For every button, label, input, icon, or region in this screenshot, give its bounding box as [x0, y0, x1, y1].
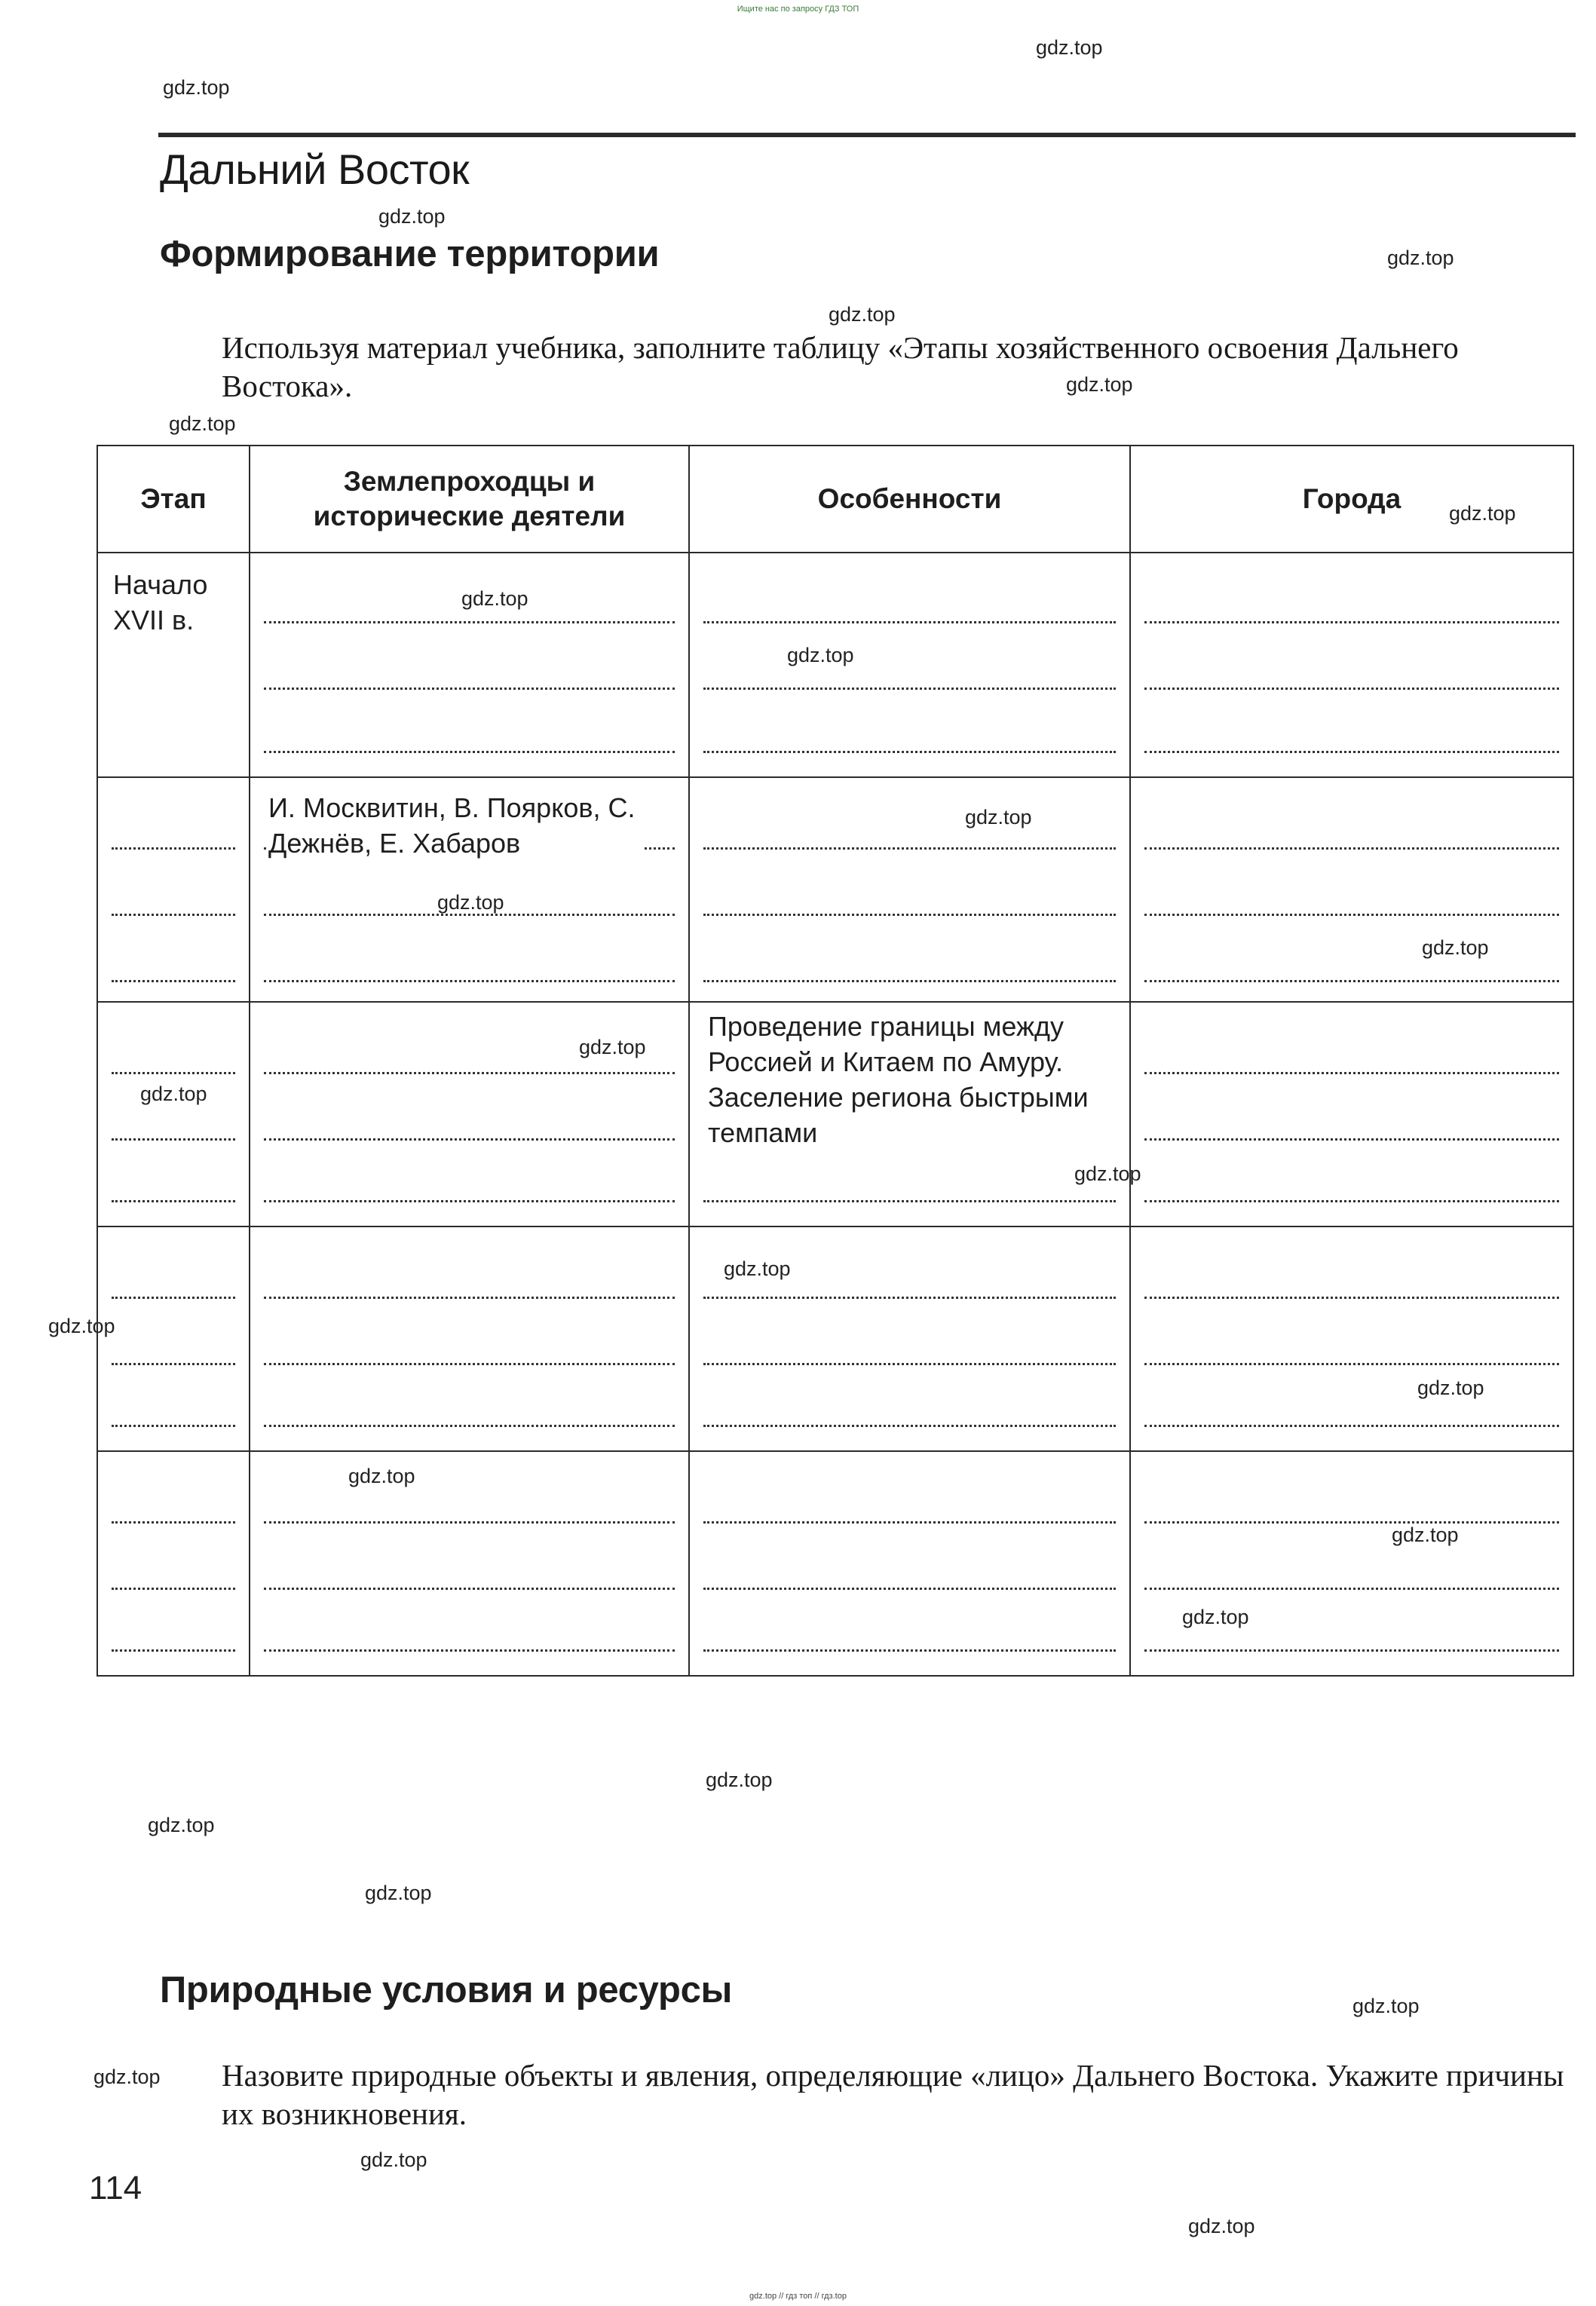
explorers-answer-field[interactable]	[250, 1227, 688, 1450]
watermark: gdz.top	[1182, 1606, 1249, 1628]
features-text: Проведение границы между Россией и Китаем по Амуру. Заселение региона быстрыми темпами	[708, 1009, 1099, 1150]
table-row	[97, 1226, 1573, 1451]
watermark: gdz.top	[1036, 36, 1103, 59]
stage-answer-field[interactable]	[98, 778, 249, 1001]
watermark: gdz.top	[787, 644, 854, 666]
watermark: gdz.top	[579, 1036, 646, 1058]
stage-label: Начало XVII в.	[113, 567, 237, 638]
watermark: gdz.top	[1417, 1377, 1484, 1399]
watermark: gdz.top	[1188, 2215, 1255, 2237]
watermark: gdz.top	[348, 1465, 415, 1487]
task-text-resources: Назовите природные объекты и явления, определяющие «лицо» Дальнего Востока. Укажите причины их возникновения.	[222, 2058, 1564, 2131]
task-text-territory: Используя материал учебника, заполните таблицу «Этапы хозяйственного освоения Дальнего Востока».	[222, 330, 1459, 403]
features-answer-field[interactable]	[690, 1452, 1129, 1675]
bottom-banner: gdz.top // гдз топ // гдз.top	[749, 2292, 847, 2301]
cities-answer-field[interactable]	[1131, 1452, 1573, 1675]
watermark: gdz.top	[1352, 1995, 1420, 2017]
watermark: gdz.top	[1392, 1524, 1459, 1546]
table-row	[97, 553, 1573, 777]
watermark: gdz.top	[829, 303, 896, 326]
watermark: gdz.top	[93, 2066, 161, 2088]
header-stage: Этап	[97, 446, 250, 553]
header-explorers-label: Землепроходцы и исторические деятели	[313, 466, 626, 531]
features-answer-field[interactable]	[690, 553, 1129, 776]
cities-answer-field[interactable]	[1131, 1003, 1573, 1226]
watermark: gdz.top	[360, 2148, 427, 2171]
watermark: gdz.top	[437, 891, 504, 914]
cities-answer-field[interactable]	[1131, 553, 1573, 776]
cities-answer-field[interactable]	[1131, 1227, 1573, 1450]
cities-answer-field[interactable]	[1131, 778, 1573, 1001]
section-title-territory: Формирование территории	[160, 234, 660, 274]
watermark: gdz.top	[724, 1257, 791, 1280]
watermark: gdz.top	[365, 1882, 432, 1904]
header-explorers	[250, 446, 689, 553]
stage-answer-field[interactable]	[98, 1452, 249, 1675]
table-row	[97, 1002, 1573, 1226]
top-banner: Ищите нас по запросу ГДЗ ТОП	[737, 5, 859, 14]
watermark: gdz.top	[1074, 1162, 1141, 1185]
watermark: gdz.top	[965, 806, 1032, 828]
watermark: gdz.top	[163, 76, 230, 99]
watermark: gdz.top	[461, 587, 528, 610]
features-answer-field[interactable]	[690, 1227, 1129, 1450]
header-cities: Города	[1130, 446, 1573, 553]
watermark: gdz.top	[1387, 247, 1454, 269]
stages-table	[96, 445, 1574, 1677]
explorers-answer-field[interactable]	[250, 1452, 688, 1675]
stage-answer-field[interactable]	[98, 1227, 249, 1450]
watermark: gdz.top	[1066, 373, 1133, 396]
explorers-answer-field[interactable]	[250, 553, 688, 776]
watermark: gdz.top	[48, 1315, 115, 1337]
explorers-text: И. Москвитин, В. Поярков, С. Дежнёв, Е. Хабаров	[268, 790, 643, 861]
chapter-title: Дальний Восток	[160, 145, 470, 193]
table-row	[97, 1451, 1573, 1676]
watermark: gdz.top	[378, 205, 446, 228]
watermark: gdz.top	[140, 1083, 207, 1105]
header-features: Особенности	[689, 446, 1130, 553]
header-rule	[158, 133, 1576, 137]
watermark: gdz.top	[148, 1814, 215, 1836]
section-title-resources: Природные условия и ресурсы	[160, 1970, 733, 2010]
watermark: gdz.top	[169, 412, 236, 435]
watermark: gdz.top	[1449, 502, 1516, 525]
stage-answer-field[interactable]	[98, 1003, 249, 1226]
page-number: 114	[89, 2170, 142, 2206]
watermark: gdz.top	[1422, 936, 1489, 959]
explorers-answer-field[interactable]	[250, 1003, 688, 1226]
table-row	[97, 777, 1573, 1002]
watermark: gdz.top	[706, 1769, 773, 1791]
table-header-row	[97, 446, 1573, 553]
features-answer-field[interactable]	[690, 778, 1129, 1001]
